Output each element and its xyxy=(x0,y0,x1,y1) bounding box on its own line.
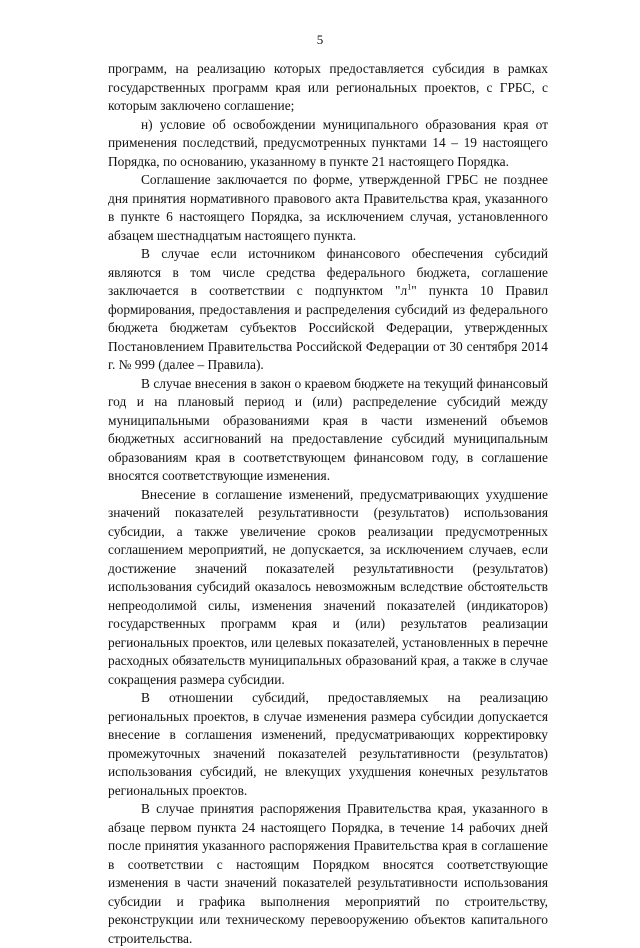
paragraph-federal-funding xyxy=(108,245,548,375)
paragraph-amendments-restriction: Внесение в соглашение изменений, предусматривающих ухудшение значений показателей результативности (результатов) использования субсидии, а также увеличение сроков реализации предусмотренных соглашением мероприятий, не допускается, за исключением случаев, если достижение значений показателей результативности (результатов) использования субсидий оказалось невозможным вследствие обстоятельств непреодолимой силы, изменения значений показателей (индикаторов) государственных программ края и (или) результатов реализации региональных проектов, или целевых показателей, установленных в перечне расходных обязательств муниципальных образований края, а также в случае сокращения размера субсидии. xyxy=(108,486,548,687)
document-body xyxy=(108,60,548,948)
paragraph-continuation: программ, на реализацию которых предоставляется субсидия в рамках государственных программ края или региональных проектов, с ГРБС, с которым заключено соглашение; xyxy=(108,61,548,113)
paragraph-agreement-form: Соглашение заключается по форме, утвержденной ГРБС не позднее дня принятия нормативного правового акта Правительства края, указанного в пункте 6 настоящего Порядка, за исключением случая, установленного абзацем шестнадцатым настоящего пункта. xyxy=(108,172,548,243)
paragraph-federal-funding-text-before: В случае если источником финансового обеспечения субсидий являются в том числе средства федерального бюджета, соглашение заключается в соответствии с подпунктом "л xyxy=(108,246,548,298)
paragraph-government-order: В случае принятия распоряжения Правительства края, указанного в абзаце первом пункта 24 настоящего Порядка, в течение 14 рабочих дней после принятия указанного распоряжения Правительства края в соглашение в соответствии с настоящим Порядком вносятся соответствующие изменения в части значений показателей результативности использования субсидии и графика выполнения мероприятий по строительству, реконструкции или техническому перевооружению объектов капитального строительства. xyxy=(108,801,548,946)
paragraph-federal-funding-text-after: " пункта 10 Правил формирования, предоставления и распределения субсидий из федерального бюджета бюджетам субъектов Российской Федерации, утвержденных Постановлением Правительства Российской Федерации от 30 сентября 2014 г. № 999 (далее – Правила). xyxy=(108,283,548,372)
paragraph-subitem-n: н) условие об освобождении муниципального образования края от применения последствий, предусмотренных пунктами 14 – 19 настоящего Порядка, по основанию, указанному в пункте 21 настоящего Порядка. xyxy=(108,116,548,169)
paragraph-regional-projects: В отношении субсидий, предоставляемых на реализацию региональных проектов, в случае изменения размера субсидии допускается внесение в соглашения изменений, предусматривающих корректировку промежуточных значений показателей результативности (результатов) использования субсидий, не влекущих ухудшения конечных результатов региональных проектов. xyxy=(108,690,548,798)
paragraph-budget-changes: В случае внесения в закон о краевом бюджете на текущий финансовый год и на плановый период и (или) распределение субсидий между муниципальными образованиями края в части изменений объемов бюджетных ассигнований на предоставление субсидий муниципальным образованиям края в соответствующем финансовом году, в соглашение вносятся соответствующие изменения. xyxy=(108,375,548,483)
page-number: 5 xyxy=(316,32,324,47)
superscript-one: 1 xyxy=(407,282,412,292)
